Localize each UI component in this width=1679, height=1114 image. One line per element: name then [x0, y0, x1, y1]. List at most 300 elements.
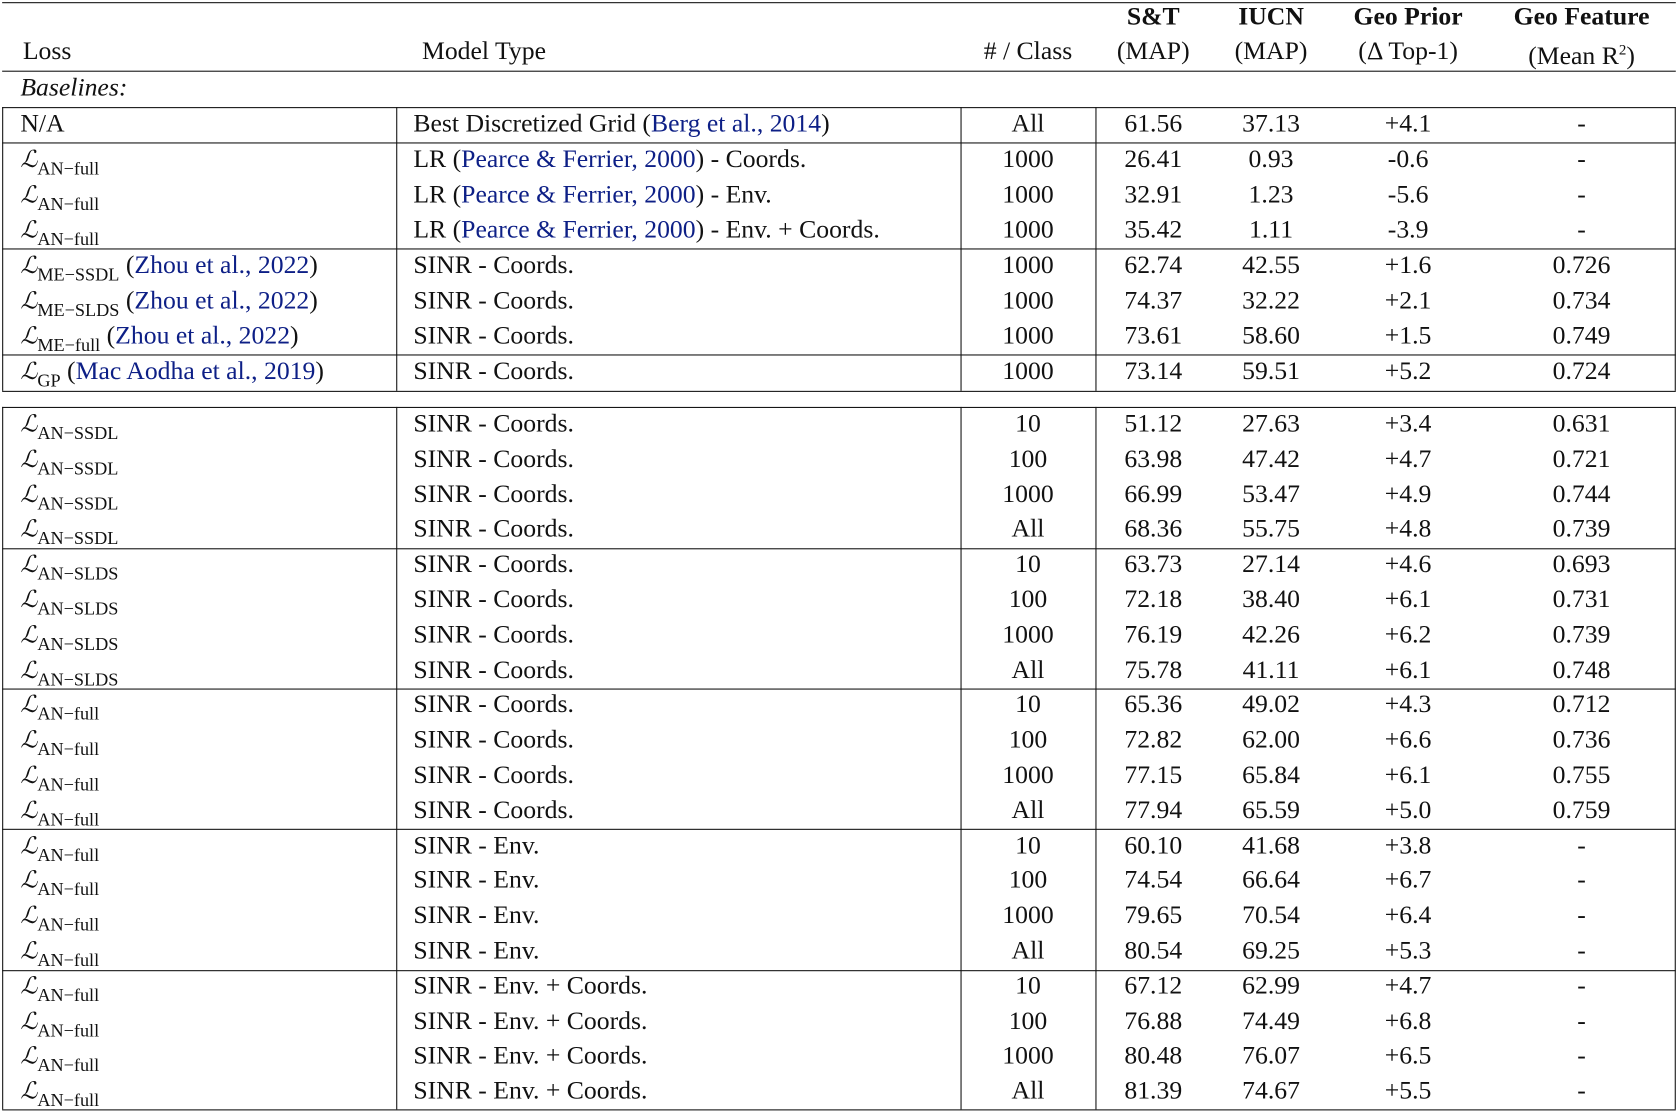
loss-symbol: ℒ	[20, 288, 38, 315]
loss-paren-open: (	[60, 357, 76, 386]
model-type-cell	[413, 477, 574, 511]
column-divider	[1095, 107, 1096, 391]
geo-prior-cell: +6.1	[1384, 761, 1432, 790]
st-map-cell: 74.37	[1124, 286, 1183, 315]
iucn-map-cell: 62.99	[1242, 972, 1300, 1000]
loss-symbol: ℒ	[20, 411, 38, 438]
header-geofeat-bottom	[1528, 34, 1635, 74]
loss-subscript: AN−full	[37, 193, 100, 215]
model-text: SINR - Coords.	[413, 251, 574, 280]
geo-feature-cell: -	[1577, 866, 1586, 895]
geo-feature-cell: -	[1577, 1042, 1586, 1071]
st-map-cell: 73.61	[1124, 322, 1183, 351]
iucn-map-cell: 27.14	[1242, 550, 1300, 579]
loss-cell	[20, 178, 99, 214]
loss-subscript: AN−SLDS	[37, 668, 119, 690]
model-text: SINR - Coords.	[413, 480, 574, 509]
loss-subscript: GP	[37, 370, 61, 391]
loss-symbol: ℒ	[20, 481, 38, 509]
loss-symbol: ℒ	[20, 762, 38, 790]
geo-feature-cell: 0.734	[1552, 286, 1611, 315]
model-text: SINR - Env.	[413, 936, 540, 965]
geo-feature-cell: 0.739	[1552, 515, 1611, 544]
per-class-cell: 100	[1008, 445, 1048, 474]
geo-prior-cell: +4.8	[1384, 515, 1432, 544]
loss-subscript: AN−full	[37, 984, 100, 1006]
per-class-cell: 1000	[1002, 145, 1054, 174]
model-type-cell	[413, 178, 771, 212]
st-map-cell: 32.91	[1124, 180, 1183, 209]
header-geofeat-close: )	[1626, 42, 1635, 71]
column-divider	[396, 407, 397, 1109]
loss-cell	[20, 213, 99, 249]
model-type-cell	[413, 618, 574, 652]
iucn-map-cell: 49.02	[1242, 691, 1300, 719]
loss-symbol: ℒ	[20, 323, 38, 351]
model-type-cell	[413, 934, 539, 968]
loss-subscript: ME−full	[37, 335, 101, 356]
geo-feature-cell: 0.749	[1552, 322, 1611, 351]
st-map-cell: 80.54	[1124, 936, 1183, 965]
st-map-cell: 61.56	[1124, 110, 1183, 139]
loss-subscript: AN−full	[37, 158, 100, 179]
model-type-cell	[413, 1039, 647, 1073]
loss-paren-close: )	[309, 251, 318, 280]
group-rule	[2, 1109, 1676, 1110]
st-map-cell: 79.65	[1124, 901, 1183, 930]
geo-prior-cell: +4.6	[1384, 550, 1432, 579]
geo-prior-cell: +3.4	[1384, 410, 1432, 438]
header-st-bottom: (MAP)	[1116, 37, 1190, 66]
geo-feature-cell: -	[1577, 972, 1586, 1000]
model-type-cell	[413, 142, 806, 176]
model-text: SINR - Env.	[413, 866, 540, 895]
iucn-map-cell: 53.47	[1242, 480, 1300, 509]
loss-subscript: AN−SLDS	[37, 633, 119, 655]
st-map-cell: 74.54	[1124, 866, 1183, 895]
iucn-map-cell: 1.11	[1249, 216, 1294, 245]
loss-cell	[20, 477, 118, 513]
iucn-map-cell: 66.64	[1242, 866, 1300, 895]
citation-link[interactable]: Mac Aodha et al., 2019	[75, 357, 316, 386]
per-class-cell: 10	[1015, 972, 1041, 1000]
st-map-cell: 72.18	[1124, 585, 1183, 614]
loss-cell	[20, 354, 324, 390]
geo-prior-cell: +6.8	[1384, 1007, 1432, 1036]
loss-subscript: AN−SSDL	[37, 458, 119, 479]
geo-feature-cell: 0.736	[1552, 726, 1611, 755]
header-geoprior-title: Geo Prior	[1353, 3, 1463, 32]
loss-cell	[20, 828, 99, 864]
per-class-cell: 10	[1015, 691, 1041, 719]
citation-link[interactable]: Zhou et al., 2022	[134, 286, 310, 315]
loss-symbol: ℒ	[20, 516, 38, 544]
geo-prior-cell: +5.0	[1384, 796, 1432, 825]
geo-feature-cell: -	[1577, 216, 1586, 245]
citation-link[interactable]: Zhou et al., 2022	[134, 251, 310, 280]
loss-paren-close: )	[290, 322, 299, 351]
per-class-cell: 1000	[1002, 251, 1054, 280]
st-map-cell: 62.74	[1124, 251, 1183, 280]
loss-cell	[20, 248, 318, 284]
geo-feature-cell: -	[1577, 145, 1586, 174]
loss-symbol: ℒ	[20, 446, 38, 474]
geo-prior-cell: +6.2	[1384, 620, 1432, 649]
column-divider	[2, 407, 3, 1109]
loss-cell	[20, 793, 99, 829]
per-class-cell: 1000	[1002, 1042, 1054, 1071]
per-class-cell: 1000	[1002, 480, 1054, 509]
column-divider	[396, 107, 397, 391]
geo-prior-cell: +6.7	[1384, 866, 1432, 895]
st-map-cell: 63.98	[1124, 445, 1183, 474]
header-geofeat-label: (Mean R	[1528, 42, 1619, 71]
model-text: SINR - Env. + Coords.	[413, 972, 648, 1000]
loss-symbol: ℒ	[20, 217, 38, 245]
loss-symbol: ℒ	[20, 146, 38, 174]
st-map-cell: 81.39	[1124, 1077, 1183, 1106]
model-text: SINR - Env. + Coords.	[413, 1007, 648, 1036]
iucn-map-cell: 70.54	[1242, 901, 1300, 930]
model-type-cell	[413, 213, 879, 247]
loss-symbol: ℒ	[20, 1008, 38, 1036]
header-per-class: # / Class	[983, 37, 1073, 66]
model-type-cell	[413, 723, 574, 757]
loss-symbol: ℒ	[20, 902, 38, 930]
iucn-map-cell: 38.40	[1242, 585, 1300, 614]
model-type-cell	[413, 793, 574, 827]
per-class-cell: 10	[1015, 831, 1041, 860]
geo-feature-cell: 0.739	[1552, 620, 1611, 649]
citation-link[interactable]: Pearce & Ferrier, 2000	[461, 216, 696, 245]
model-text: SINR - Coords.	[413, 550, 574, 579]
st-map-cell: 63.73	[1124, 550, 1183, 579]
model-text-suffix: ) - Env. + Coords.	[695, 216, 880, 245]
model-type-cell	[413, 107, 829, 141]
per-class-cell: 10	[1015, 550, 1041, 579]
st-map-cell: 66.99	[1124, 480, 1183, 509]
loss-subscript: AN−SLDS	[37, 598, 119, 619]
per-class-cell: 1000	[1002, 322, 1054, 351]
model-text: SINR - Coords.	[413, 761, 574, 790]
model-type-cell	[413, 758, 574, 792]
column-divider	[961, 407, 962, 1109]
loss-paren-close: )	[309, 286, 318, 315]
model-text: SINR - Coords.	[413, 585, 574, 614]
loss-subscript: AN−SSDL	[37, 493, 119, 514]
loss-cell	[20, 1004, 99, 1040]
citation-link[interactable]: Pearce & Ferrier, 2000	[461, 180, 696, 209]
geo-prior-cell: -5.6	[1387, 180, 1429, 209]
loss-subscript: AN−full	[37, 774, 100, 795]
st-map-cell: 75.78	[1124, 655, 1183, 684]
geo-feature-cell: 0.712	[1552, 691, 1611, 719]
iucn-map-cell: 65.84	[1242, 761, 1300, 790]
geo-feature-cell: -	[1577, 110, 1586, 139]
st-map-cell: 68.36	[1124, 515, 1183, 544]
header-model-type: Model Type	[421, 37, 547, 66]
loss-symbol: ℒ	[20, 621, 38, 649]
loss-subscript: AN−full	[37, 809, 100, 830]
iucn-map-cell: 76.07	[1242, 1042, 1300, 1071]
per-class-cell: 100	[1008, 726, 1048, 755]
model-text: SINR - Coords.	[413, 410, 574, 438]
header-geoprior-top	[1354, 0, 1463, 34]
model-type-cell	[413, 354, 574, 388]
loss-text: N/A	[20, 110, 65, 139]
model-text: SINR - Coords.	[413, 726, 574, 755]
loss-cell	[20, 934, 99, 970]
loss-subscript: AN−full	[37, 914, 100, 936]
model-text: LR (	[413, 216, 462, 245]
iucn-map-cell: 47.42	[1242, 445, 1300, 474]
geo-feature-cell: 0.748	[1552, 655, 1611, 684]
loss-symbol: ℒ	[20, 252, 38, 280]
model-text: SINR - Coords.	[413, 286, 574, 315]
loss-cell	[20, 618, 118, 654]
loss-cell	[20, 899, 99, 935]
st-map-cell: 51.12	[1124, 410, 1183, 438]
loss-symbol: ℒ	[20, 867, 38, 895]
geo-feature-cell: 0.726	[1552, 251, 1611, 280]
model-type-cell	[413, 828, 539, 862]
st-map-cell: 77.15	[1124, 761, 1183, 790]
iucn-map-cell: 65.59	[1242, 796, 1300, 825]
model-text-suffix: ) - Coords.	[695, 145, 807, 174]
st-map-cell: 76.19	[1124, 620, 1183, 649]
geo-prior-cell: +5.2	[1384, 357, 1432, 386]
per-class-cell: 1000	[1002, 216, 1054, 245]
per-class-cell: 1000	[1002, 761, 1054, 790]
model-type-cell	[413, 407, 574, 441]
header-rule	[2, 71, 1676, 72]
loss-subscript: AN−SLDS	[37, 563, 119, 584]
geo-feature-cell: 0.731	[1552, 585, 1611, 614]
header-geofeat-sup: 2	[1618, 42, 1627, 59]
loss-cell	[20, 688, 99, 724]
geo-feature-cell: 0.755	[1552, 761, 1611, 790]
model-text: SINR - Coords.	[413, 796, 574, 825]
geo-prior-cell: +6.6	[1384, 726, 1432, 755]
loss-subscript: ME−SSDL	[37, 264, 120, 285]
geo-feature-cell: -	[1577, 831, 1586, 860]
header-loss: Loss	[22, 37, 72, 66]
geo-prior-cell: +1.5	[1384, 322, 1432, 351]
loss-cell	[20, 1074, 99, 1110]
iucn-map-cell: 0.93	[1248, 145, 1294, 174]
header-iucn-title: IUCN	[1238, 3, 1304, 32]
loss-symbol: ℒ	[20, 1043, 38, 1071]
geo-prior-cell: +4.1	[1384, 110, 1432, 139]
geo-feature-cell: 0.693	[1552, 550, 1611, 579]
st-map-cell: 60.10	[1124, 831, 1183, 860]
loss-symbol: ℒ	[20, 1078, 38, 1106]
loss-symbol: ℒ	[20, 182, 38, 209]
header-geofeat-title: Geo Feature	[1513, 3, 1650, 32]
per-class-cell: All	[1011, 110, 1045, 139]
model-type-cell	[413, 1074, 647, 1108]
geo-feature-cell: -	[1577, 1077, 1586, 1106]
model-text: SINR - Coords.	[413, 620, 574, 649]
iucn-map-cell: 74.67	[1242, 1077, 1300, 1106]
header-iucn-bottom: (MAP)	[1234, 37, 1308, 66]
model-text: SINR - Coords.	[413, 357, 574, 386]
per-class-cell: 100	[1008, 1007, 1048, 1036]
model-text: LR (	[413, 145, 462, 174]
header-st-top	[1127, 0, 1180, 34]
column-divider	[2, 107, 3, 391]
model-text: SINR - Coords.	[413, 445, 574, 474]
iucn-map-cell: 42.26	[1242, 620, 1300, 649]
loss-symbol: ℒ	[20, 657, 38, 684]
loss-symbol: ℒ	[20, 797, 38, 825]
iucn-map-cell: 74.49	[1242, 1007, 1300, 1036]
geo-feature-cell: -	[1577, 901, 1586, 930]
citation-link[interactable]: Zhou et al., 2022	[115, 322, 291, 351]
model-type-cell	[413, 512, 574, 546]
model-text: SINR - Env.	[413, 831, 540, 860]
loss-subscript: AN−SSDL	[37, 422, 119, 444]
loss-cell	[20, 442, 118, 478]
geo-feature-cell: 0.631	[1552, 410, 1611, 438]
header-geoprior-bottom: (Δ Top-1)	[1358, 37, 1458, 66]
model-text: LR (	[413, 180, 462, 209]
iucn-map-cell: 62.00	[1242, 726, 1300, 755]
loss-symbol: ℒ	[20, 973, 38, 1000]
model-type-cell	[413, 284, 574, 318]
model-type-cell	[413, 688, 574, 722]
per-class-cell: All	[1011, 655, 1045, 684]
loss-symbol: ℒ	[20, 727, 38, 755]
citation-link[interactable]: Berg et al., 2014	[650, 110, 822, 139]
st-map-cell: 73.14	[1124, 357, 1183, 386]
geo-prior-cell: +3.8	[1384, 831, 1432, 860]
geo-feature-cell: 0.744	[1552, 480, 1611, 509]
per-class-cell: 10	[1015, 410, 1041, 438]
model-text: SINR - Coords.	[413, 691, 574, 719]
iucn-map-cell: 37.13	[1242, 110, 1300, 139]
geo-prior-cell: +6.1	[1384, 655, 1432, 684]
loss-cell	[20, 723, 99, 759]
loss-paren-open: (	[100, 322, 116, 351]
model-type-cell	[413, 442, 574, 476]
loss-subscript: AN−SSDL	[37, 528, 119, 549]
st-map-cell: 35.42	[1124, 216, 1183, 245]
loss-subscript: AN−full	[37, 229, 100, 250]
st-map-cell: 77.94	[1124, 796, 1183, 825]
loss-subscript: ME−SLDS	[37, 299, 120, 321]
citation-link[interactable]: Pearce & Ferrier, 2000	[461, 145, 696, 174]
model-text: SINR - Coords.	[413, 515, 574, 544]
per-class-cell: 100	[1008, 866, 1048, 895]
st-map-cell: 65.36	[1124, 691, 1183, 719]
model-type-cell	[413, 1004, 647, 1038]
loss-subscript: AN−full	[37, 844, 100, 865]
model-type-cell	[413, 547, 574, 581]
model-text: SINR - Coords.	[413, 655, 574, 684]
iucn-map-cell: 42.55	[1242, 251, 1300, 280]
loss-cell	[20, 1039, 99, 1075]
loss-subscript: AN−full	[37, 879, 100, 900]
geo-prior-cell: -0.6	[1387, 145, 1429, 174]
loss-cell	[20, 653, 118, 689]
geo-prior-cell: +2.1	[1384, 286, 1432, 315]
loss-paren-close: )	[315, 357, 324, 386]
loss-cell	[20, 863, 99, 899]
iucn-map-cell: 58.60	[1242, 322, 1300, 351]
geo-prior-cell: +4.7	[1384, 972, 1432, 1000]
loss-subscript: AN−full	[37, 1055, 100, 1076]
model-text-suffix: )	[821, 110, 830, 139]
model-type-cell	[413, 319, 574, 353]
geo-prior-cell: +4.3	[1384, 691, 1432, 719]
model-type-cell	[413, 248, 574, 282]
iucn-map-cell: 32.22	[1242, 286, 1300, 315]
geo-feature-cell: 0.721	[1552, 445, 1611, 474]
loss-cell	[20, 583, 118, 619]
loss-cell	[20, 547, 118, 583]
column-divider	[1095, 407, 1096, 1109]
column-divider	[1675, 407, 1676, 1109]
st-map-cell: 26.41	[1124, 145, 1183, 174]
loss-symbol: ℒ	[20, 586, 38, 614]
geo-prior-cell: +1.6	[1384, 251, 1432, 280]
loss-cell	[20, 512, 118, 548]
per-class-cell: 1000	[1002, 286, 1054, 315]
per-class-cell: All	[1011, 936, 1045, 965]
column-divider	[1675, 107, 1676, 391]
geo-prior-cell: +5.3	[1384, 936, 1432, 965]
loss-subscript: AN−full	[37, 1020, 100, 1041]
loss-symbol: ℒ	[20, 938, 38, 965]
section-label-baselines: Baselines:	[20, 73, 128, 102]
loss-symbol: ℒ	[20, 692, 38, 719]
geo-prior-cell: -3.9	[1387, 216, 1429, 245]
model-type-cell	[413, 899, 539, 933]
iucn-map-cell: 55.75	[1242, 515, 1300, 544]
header-iucn-top	[1238, 0, 1304, 34]
geo-prior-cell: +4.7	[1384, 445, 1432, 474]
geo-feature-cell: 0.724	[1552, 357, 1611, 386]
loss-cell	[20, 284, 318, 320]
loss-cell	[20, 969, 99, 1005]
loss-symbol: ℒ	[20, 358, 38, 386]
loss-cell	[20, 407, 118, 443]
iucn-map-cell: 59.51	[1242, 357, 1300, 386]
loss-subscript: AN−full	[37, 703, 100, 725]
loss-symbol: ℒ	[20, 551, 38, 579]
model-text: SINR - Env.	[413, 901, 540, 930]
model-text: SINR - Env. + Coords.	[413, 1042, 648, 1071]
geo-prior-cell: +6.4	[1384, 901, 1432, 930]
loss-cell	[20, 758, 99, 794]
geo-feature-cell: 0.759	[1552, 796, 1611, 825]
iucn-map-cell: 41.68	[1242, 831, 1300, 860]
loss-symbol: ℒ	[20, 832, 38, 860]
geo-feature-cell: -	[1577, 180, 1586, 209]
loss-paren-open: (	[119, 286, 135, 315]
iucn-map-cell: 41.11	[1242, 655, 1300, 684]
column-divider	[961, 107, 962, 391]
st-map-cell: 76.88	[1124, 1007, 1183, 1036]
model-type-cell	[413, 653, 574, 687]
st-map-cell: 67.12	[1124, 972, 1183, 1000]
iucn-map-cell: 27.63	[1242, 410, 1300, 438]
per-class-cell: 1000	[1002, 180, 1054, 209]
geo-prior-cell: +5.5	[1384, 1077, 1432, 1106]
per-class-cell: All	[1011, 1077, 1045, 1106]
model-text: Best Discretized Grid (	[413, 110, 651, 139]
